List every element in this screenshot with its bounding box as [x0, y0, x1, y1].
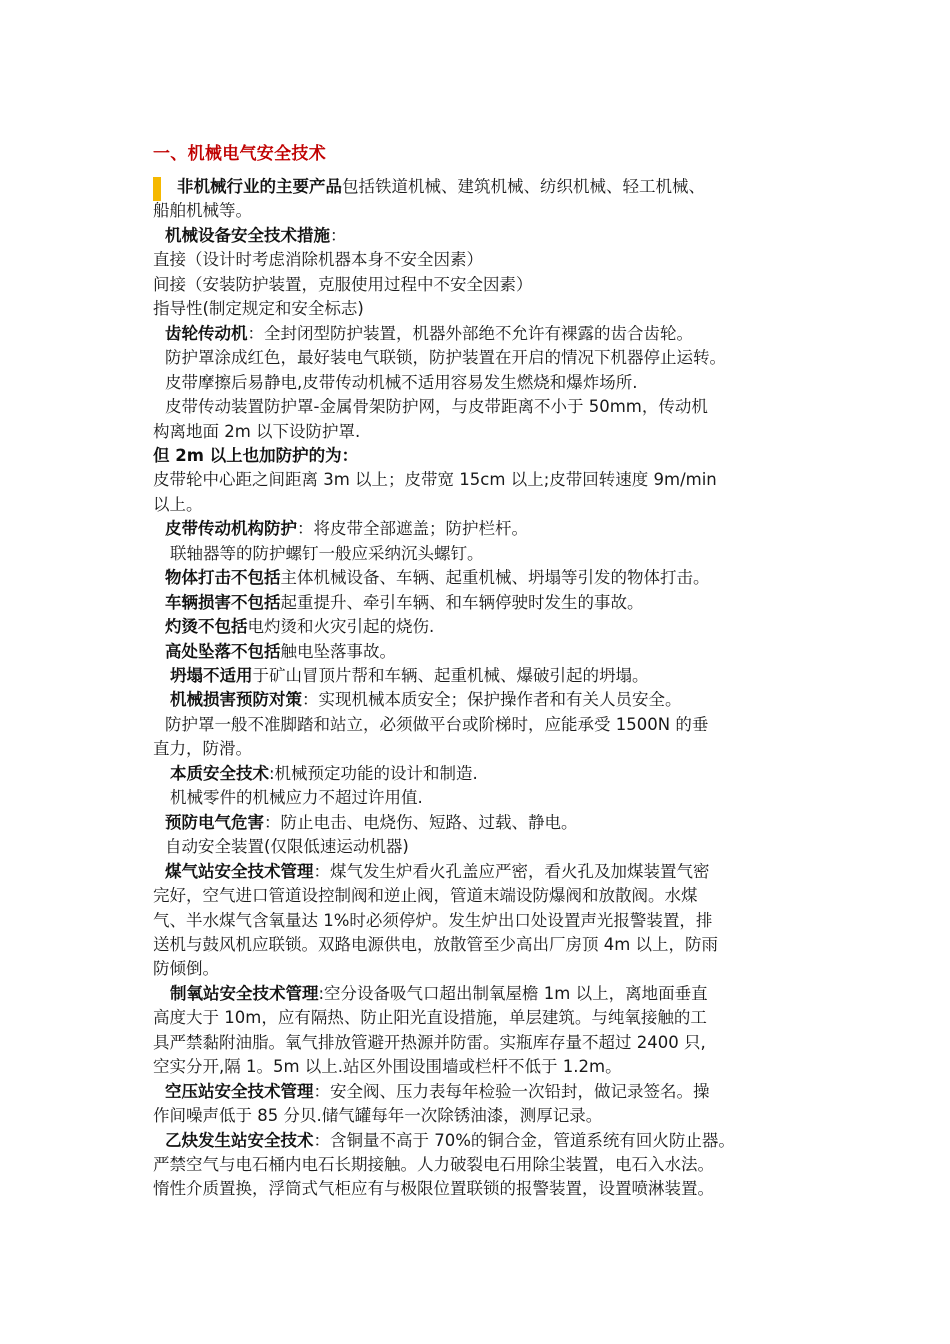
bold-term: 物体打击不包括 — [165, 568, 281, 588]
line-text: :机械预定功能的设计和制造. — [269, 763, 478, 783]
text-line — [165, 397, 708, 417]
text-line — [165, 324, 693, 344]
bold-term: 车辆损害不包括 — [165, 592, 281, 612]
section-heading: 一、机械电气安全技术 — [153, 144, 326, 164]
line-text: 作间噪声低于 85 分贝.储气罐每年一次除锈油漆，测厚记录。 — [153, 1106, 603, 1126]
text-line — [165, 568, 710, 588]
line-text: 气、半水煤气含氧量达 1%时必须停炉。发生炉出口处设置声光报警装置，排 — [153, 910, 713, 930]
bold-term: 灼烫不包括 — [165, 617, 248, 637]
line-text: 皮带传动装置防护罩-金属骨架防护网，与皮带距离不小于 50mm，传动机 — [165, 397, 708, 417]
line-text: ：安全阀、压力表每年检验一次铅封，做记录签名。操 — [313, 1081, 710, 1101]
bold-term: 齿轮传动机 — [165, 323, 248, 343]
text-line — [165, 226, 347, 246]
line-text: 构离地面 2m 以下设防护罩. — [153, 421, 361, 441]
text-line — [165, 348, 726, 368]
bold-term: 预防电气危害 — [165, 812, 264, 832]
line-text: 船舶机械等。 — [153, 201, 252, 221]
text-line — [153, 299, 364, 319]
line-text: ：实现机械本质安全；保护操作者和有关人员安全。 — [302, 690, 682, 710]
bold-term: 高处坠落不包括 — [165, 641, 281, 661]
line-text: ： — [330, 225, 347, 245]
text-line — [170, 690, 682, 710]
text-line — [153, 1179, 714, 1199]
line-text: ：将皮带全部遮盖；防护栏杆。 — [297, 519, 528, 539]
bold-term: 乙炔发生站安全技术 — [165, 1130, 314, 1150]
text-line — [153, 470, 717, 490]
line-text: 具严禁黏附油脂。氧气排放管避开热源并防雷。实瓶库存量不超过 2400 只, — [153, 1032, 706, 1052]
text-line — [153, 275, 533, 295]
text-line — [153, 250, 483, 270]
line-text: ：煤气发生炉看火孔盖应严密，看火孔及加煤装置气密 — [313, 861, 710, 881]
text-line — [153, 201, 252, 221]
text-line — [153, 1106, 602, 1126]
line-text: 起重提升、牵引车辆、和车辆停驶时发生的事故。 — [280, 592, 644, 612]
text-line — [165, 813, 578, 833]
line-text: 防护罩涂成红色，最好装电气联锁，防护装置在开启的情况下机器停止运转。 — [165, 348, 726, 368]
bold-term: 但 2m 以上也加防护的为： — [153, 445, 359, 465]
bold-term: 制氧站安全技术管理 — [170, 983, 319, 1003]
text-line — [153, 495, 203, 515]
highlight-marker — [153, 177, 161, 201]
text-line — [153, 422, 360, 442]
text-line — [165, 837, 409, 857]
text-line — [153, 446, 358, 466]
line-text: 间接（安装防护装置，克服使用过程中不安全因素） — [153, 274, 533, 294]
line-text: 防倾倒。 — [153, 959, 219, 979]
line-text: ：含铜量不高于 70%的铜合金，管道系统有回火防止器。 — [313, 1130, 735, 1150]
line-text: 皮带轮中心距之间距离 3m 以上；皮带宽 15cm 以上;皮带回转速度 9m/min — [153, 470, 717, 490]
text-line — [153, 739, 252, 759]
line-text: ：防止电击、电烧伤、短路、过载、静电。 — [264, 812, 578, 832]
line-text: 自动安全装置(仅限低速运动机器) — [165, 837, 409, 857]
line-text: 严禁空气与电石桶内电石长期接触。人力破裂电石用除尘装置，电石入水法。 — [153, 1155, 714, 1174]
text-line — [165, 519, 528, 539]
text-line — [165, 1131, 735, 1151]
text-line — [153, 911, 712, 931]
line-text: 电灼烫和火灾引起的烧伤. — [247, 617, 435, 637]
line-text: 送机与鼓风机应联锁。双路电源供电，放散管至少高出厂房顶 4m 以上，防雨 — [153, 934, 719, 954]
text-line — [153, 935, 718, 955]
text-line — [165, 1082, 710, 1102]
bold-term: 空压站安全技术管理 — [165, 1081, 314, 1101]
text-line — [170, 666, 649, 686]
line-text: 皮带摩擦后易静电,皮带传动机械不适用容易发生燃烧和爆炸场所. — [165, 372, 638, 392]
bold-term: 煤气站安全技术管理 — [165, 861, 314, 881]
line-text: 指导性(制定规定和安全标志) — [153, 299, 364, 319]
line-text: 直接（设计时考虑消除机器本身不安全因素） — [153, 250, 483, 270]
line-text: 以上。 — [153, 494, 203, 514]
bold-term: 机械损害预防对策 — [170, 690, 302, 710]
text-line — [165, 373, 638, 393]
line-text: 联轴器等的防护螺钉一般应采纳沉头螺钉。 — [170, 543, 484, 563]
text-line — [170, 764, 478, 784]
line-text: 机械零件的机械应力不超过许用值. — [170, 788, 423, 808]
line-text: 高度大于 10m，应有隔热、防止阳光直设措施，单层建筑。与纯氧接触的工 — [153, 1008, 707, 1028]
text-line — [165, 862, 710, 882]
text-line — [153, 886, 698, 906]
line-text: 触电坠落事故。 — [280, 641, 396, 661]
line-text: :空分设备吸气口超出制氧屋檐 1m 以上，离地面垂直 — [318, 983, 708, 1003]
line-text: 完好，空气进口管道设控制阀和逆止阀，管道末端设防爆阀和放散阀。水煤 — [153, 886, 698, 906]
text-line — [165, 715, 708, 735]
text-line — [165, 642, 396, 662]
line-text: 空实分开,隔 1。5m 以上.站区外围设围墙或栏杆不低于 1.2m。 — [153, 1057, 622, 1077]
line-text: 直力，防滑。 — [153, 739, 252, 759]
text-line — [177, 177, 705, 197]
line-text: 防护罩一般不准脚踏和站立，必须做平台或阶梯时，应能承受 1500N 的垂 — [165, 714, 709, 734]
line-text: 于矿山冒顶片帮和车辆、起重机械、爆破引起的坍塌。 — [252, 666, 649, 685]
bold-term: 皮带传动机构防护 — [165, 519, 297, 539]
text-line — [153, 1008, 707, 1028]
text-line — [165, 593, 644, 613]
line-text: ：全封闭型防护装置，机器外部绝不允许有裸露的齿合齿轮。 — [247, 323, 693, 343]
text-line — [165, 617, 434, 637]
text-line — [153, 1155, 714, 1175]
bold-term: 非机械行业的主要产品 — [177, 177, 342, 196]
text-line — [170, 544, 484, 564]
line-text: 包括铁道机械、建筑机械、纺织机械、轻工机械、 — [342, 177, 705, 196]
text-line — [170, 984, 708, 1004]
text-line — [153, 959, 219, 979]
text-line — [153, 1057, 622, 1077]
bold-term: 机械设备安全技术措施 — [165, 225, 330, 245]
bold-term: 本质安全技术 — [170, 763, 269, 783]
line-text: 惰性介质置换，浮筒式气柜应有与极限位置联锁的报警装置，设置喷淋装置。 — [153, 1179, 714, 1199]
line-text: 主体机械设备、车辆、起重机械、坍塌等引发的物体打击。 — [280, 568, 710, 588]
bold-term: 坍塌不适用 — [170, 666, 253, 685]
text-line — [170, 788, 423, 808]
text-line — [153, 1033, 706, 1053]
